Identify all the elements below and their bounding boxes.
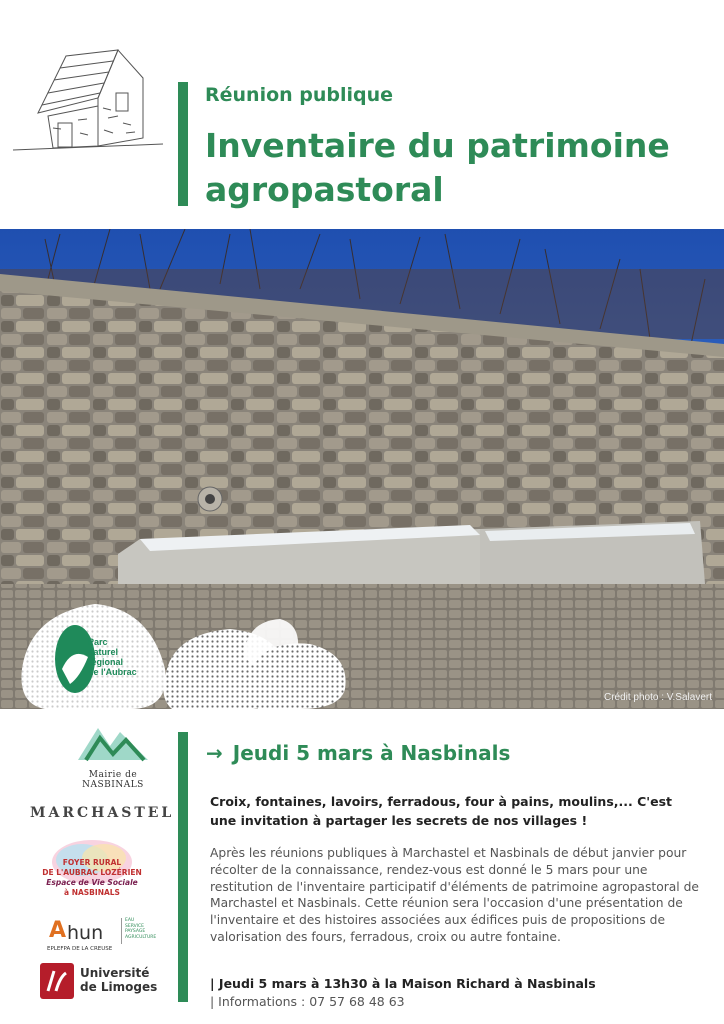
house-illustration xyxy=(8,38,168,158)
foyer-rural-logo xyxy=(42,838,142,914)
park-logo-line1: Parc xyxy=(88,637,108,647)
kicker: Réunion publique xyxy=(205,84,394,106)
foyer-line3: Espace de Vie Sociale xyxy=(46,878,138,887)
park-logo-text xyxy=(88,637,137,677)
event-details: | Jeudi 5 mars à 13h30 à la Maison Richard à Nasbinals xyxy=(210,976,596,991)
ahun-logo xyxy=(45,916,155,956)
limoges-line1: Université xyxy=(80,966,150,980)
limoges-emblem-icon xyxy=(40,963,74,999)
limoges-line2: de Limoges xyxy=(80,980,158,994)
event-heading xyxy=(206,741,510,765)
body-paragraph: Après les réunions publiques à Marchastel et Nasbinals de début janvier pour récolter de la connaissance, rendez-vous est donné le 5 mars pour une restitution de l'inventaire participatif d'éléments de patrimoine agropastoral de Marchastel et Nasbinals. Cette réunion sera l'occasion d'une présentation de l'inventaire et des histoires associées aux édifices puis de propositions de valorisation des fours, ferradous, croix ou autre fontaine. xyxy=(210,846,699,944)
limoges-logo xyxy=(40,963,160,1003)
mairie-logo xyxy=(58,720,168,790)
park-logo-line2: naturel xyxy=(88,647,119,657)
marchastel-logo: MARCHASTEL xyxy=(30,805,175,821)
ahun-side4: AGRICULTURE xyxy=(125,934,157,940)
ahun-subtitle: EPLEFPA DE LA CREUSE xyxy=(47,946,113,952)
event-heading-text: Jeudi 5 mars à Nasbinals xyxy=(232,741,511,765)
mairie-emblem-icon xyxy=(58,720,168,768)
ahun-side2: SERVICE xyxy=(125,923,144,929)
hero-photo xyxy=(0,229,724,709)
park-logo-line3: régional xyxy=(88,657,124,667)
ahun-side3: PAYSAGE xyxy=(125,929,146,934)
lead-paragraph: Croix, fontaines, lavoirs, ferradous, four à pains, moulins,... C'est une invitation à partager les secrets de nos villages ! xyxy=(210,794,673,828)
mairie-name: Mairie de NASBINALS xyxy=(82,770,144,790)
ahun-name: hun xyxy=(67,922,104,944)
header-accent-bar xyxy=(178,82,188,206)
ahun-side xyxy=(125,918,156,940)
foyer-line2: DE L'AUBRAC LOZÉRIEN xyxy=(42,868,142,877)
foyer-line1: FOYER RURAL xyxy=(62,858,122,867)
photo-credit: Crédit photo : V.Salavert xyxy=(603,692,712,703)
arrow-right-icon: → xyxy=(206,741,223,765)
ahun-letter: A xyxy=(49,918,67,943)
ahun-side1: EAU xyxy=(125,918,135,923)
page-title: Inventaire du patrimoine agropastoral xyxy=(205,126,670,209)
content-accent-bar xyxy=(178,732,188,1002)
park-logo-line4: de l'Aubrac xyxy=(88,667,137,677)
foyer-line4: à NASBINALS xyxy=(64,888,120,897)
info-contact: | Informations : 07 57 68 48 63 xyxy=(210,994,405,1009)
